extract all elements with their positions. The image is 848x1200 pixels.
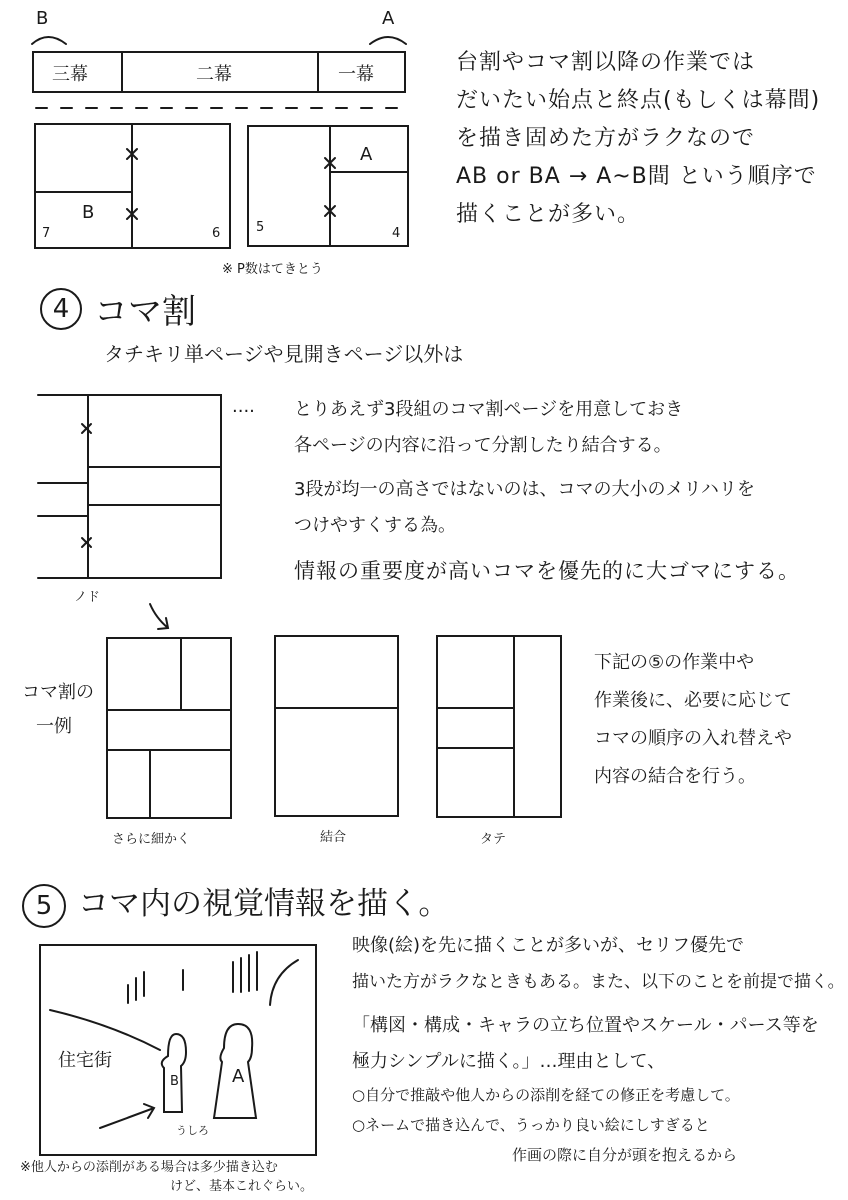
character-b — [162, 1034, 186, 1112]
page-number: 7 — [42, 226, 51, 241]
caption-vertical: タテ — [480, 832, 507, 847]
text-line: コマの順序の入れ替えや — [594, 728, 792, 749]
ground-line — [50, 1010, 160, 1050]
text-line: 映像(絵)を先に描くことが多いが、セリフ優先で — [352, 935, 745, 956]
text-line: ○自分で推敲や他人からの添削を経ての修正を考慮して。 — [352, 1086, 740, 1104]
arrow — [100, 1104, 154, 1128]
cross-mark — [82, 424, 91, 433]
ellipsis: .... — [232, 396, 255, 417]
page-number: 6 — [212, 226, 221, 241]
brace-a — [370, 37, 406, 44]
text-line: とりあえず3段組のコマ割ページを用意しておき — [294, 399, 684, 420]
text-line: 極力シンプルに描く。」…理由として、 — [352, 1051, 666, 1072]
character-a-label: A — [232, 1066, 245, 1087]
place-label: 住宅街 — [58, 1050, 112, 1071]
text-line: つけやすくする為。 — [294, 515, 456, 536]
caption-finer: さらに細かく — [112, 832, 191, 847]
sketch-footnote — [20, 1158, 313, 1196]
building-line — [270, 960, 298, 1005]
text-line: 描いた方がラクなときもある。また、以下のことを前提で描く。 — [352, 972, 845, 992]
text-line: 作画の際に自分が頭を抱えるから — [512, 1146, 738, 1164]
example-vertical — [437, 636, 561, 817]
spread-right — [248, 126, 408, 246]
text-line: AB or BA → A~B間 という順序で — [456, 164, 817, 189]
section-4-explanation — [294, 392, 800, 594]
text-line: けど、基本これぐらい。 — [170, 1179, 314, 1194]
text-line: 3段が均一の高さではないのは、コマの大小のメリハリを — [294, 479, 755, 500]
example-label — [22, 676, 94, 744]
template-page — [38, 395, 221, 578]
text-line: 一例 — [36, 716, 72, 737]
section-4-subtitle: タチキリ単ページや見開きページ以外は — [104, 342, 464, 366]
text-line: 描くことが多い。 — [456, 202, 641, 227]
section-4-side-note — [594, 644, 792, 796]
cross-mark — [82, 538, 91, 547]
text-line: コマ割の — [22, 682, 94, 703]
text-line: 下記の⑤の作業中や — [594, 652, 755, 673]
act-two-label: 二幕 — [196, 64, 232, 85]
text-line: 情報の重要度が高いコマを優先的に大ゴマにする。 — [294, 559, 800, 583]
act-three-label: 三幕 — [52, 64, 88, 85]
brace-b — [32, 37, 66, 44]
top-explanation — [456, 44, 820, 234]
caption-merged: 結合 — [320, 830, 347, 845]
act-one-label: 一幕 — [338, 64, 374, 85]
section-5-title: コマ内の視覚情報を描く。 — [78, 886, 450, 922]
section-5-number: 5 — [22, 884, 66, 928]
character-b-label: B — [170, 1074, 179, 1089]
page-count-note: ※ P数はてきとう — [222, 262, 323, 277]
building-line — [233, 952, 257, 992]
text-line: だいたい始点と終点(もしくは幕間) — [456, 88, 821, 113]
text-line: 「構図・構成・キャラの立ち位置やスケール・パース等を — [352, 1015, 819, 1036]
label-a: A — [382, 8, 395, 29]
text-line: を描き固めた方がラクなので — [456, 126, 756, 151]
panel-a-label: A — [360, 144, 373, 165]
example-finer — [107, 638, 231, 818]
back-label: うしろ — [176, 1124, 209, 1137]
text-line: 作業後に、必要に応じて — [594, 690, 792, 711]
text-line: ※他人からの添削がある場合は多少描き込む — [20, 1160, 278, 1175]
section-5-explanation — [352, 928, 845, 1170]
page-number: 5 — [256, 220, 265, 235]
text-line: ○ネームで描き込んで、うっかり良い絵にしすぎると — [352, 1116, 710, 1134]
text-line: 台割やコマ割以降の作業では — [456, 50, 756, 75]
building-line — [128, 972, 144, 1003]
page-number: 4 — [392, 226, 401, 241]
example-merged — [275, 636, 398, 816]
panel-b-label: B — [82, 202, 95, 223]
arrow — [150, 604, 168, 629]
text-line: 内容の結合を行う。 — [594, 766, 756, 787]
label-b: B — [36, 8, 49, 29]
gutter-label: ノド — [74, 590, 101, 605]
section-4-title: コマ割 — [94, 292, 196, 332]
text-line: 各ページの内容に沿って分割したり結合する。 — [294, 435, 672, 456]
section-4-number: 4 — [40, 288, 82, 330]
